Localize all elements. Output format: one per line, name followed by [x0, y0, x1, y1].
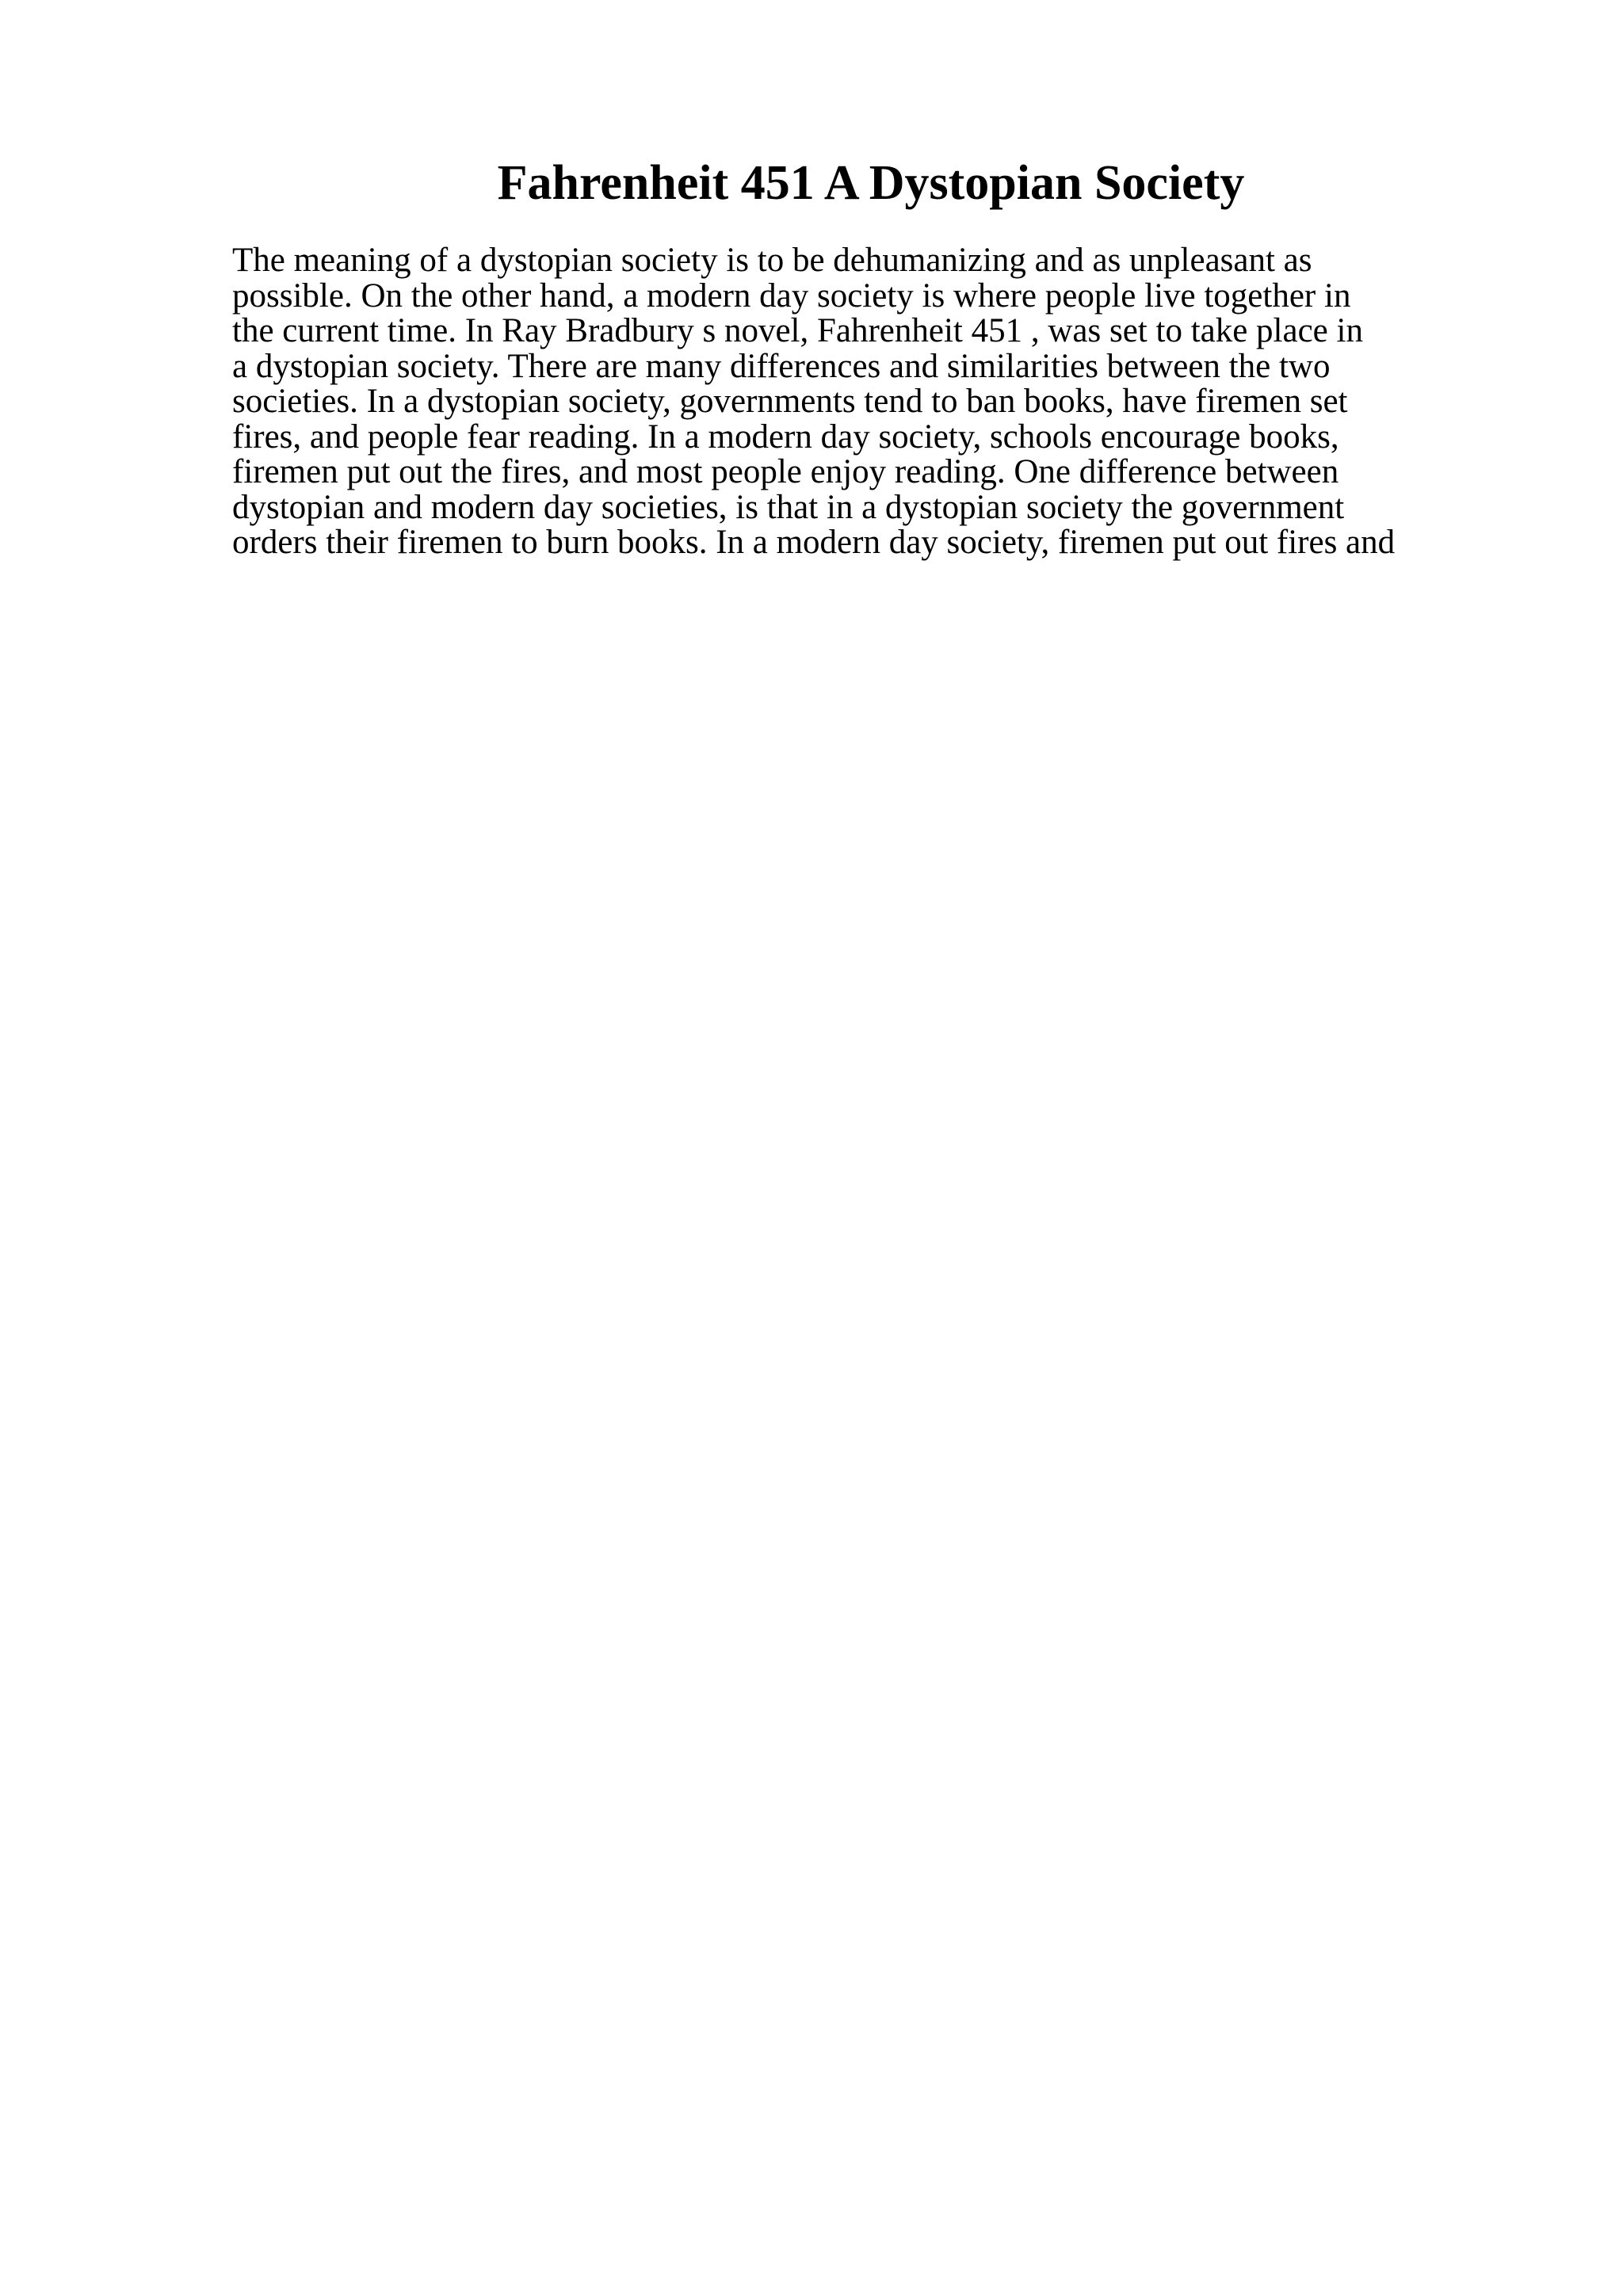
paragraph-line: fires, and people fear reading. In a modern day society, schools encourage books, [232, 418, 1339, 456]
paragraph-line: possible. On the other hand, a modern day society is where people live together in [232, 277, 1351, 315]
paragraph-line: dystopian and modern day societies, is that in a dystopian society the government [232, 488, 1345, 526]
paragraph-line: societies. In a dystopian society, governments tend to ban books, have firemen set [232, 383, 1348, 420]
essay-paragraph [232, 243, 1516, 561]
document-title: Fahrenheit 451 A Dystopian Society [497, 156, 1245, 210]
paragraph-line: the current time. In Ray Bradbury s novel, Fahrenheit 451 , was set to take place in [232, 312, 1363, 349]
paragraph-line: a dystopian society. There are many differences and similarities between the two [232, 347, 1331, 385]
paragraph-line: orders their firemen to burn books. In a modern day society, firemen put out fires and [232, 524, 1396, 561]
paragraph-line: firemen put out the fires, and most people enjoy reading. One difference between [232, 453, 1339, 490]
paragraph-line: The meaning of a dystopian society is to be dehumanizing and as unpleasant as [232, 242, 1312, 279]
